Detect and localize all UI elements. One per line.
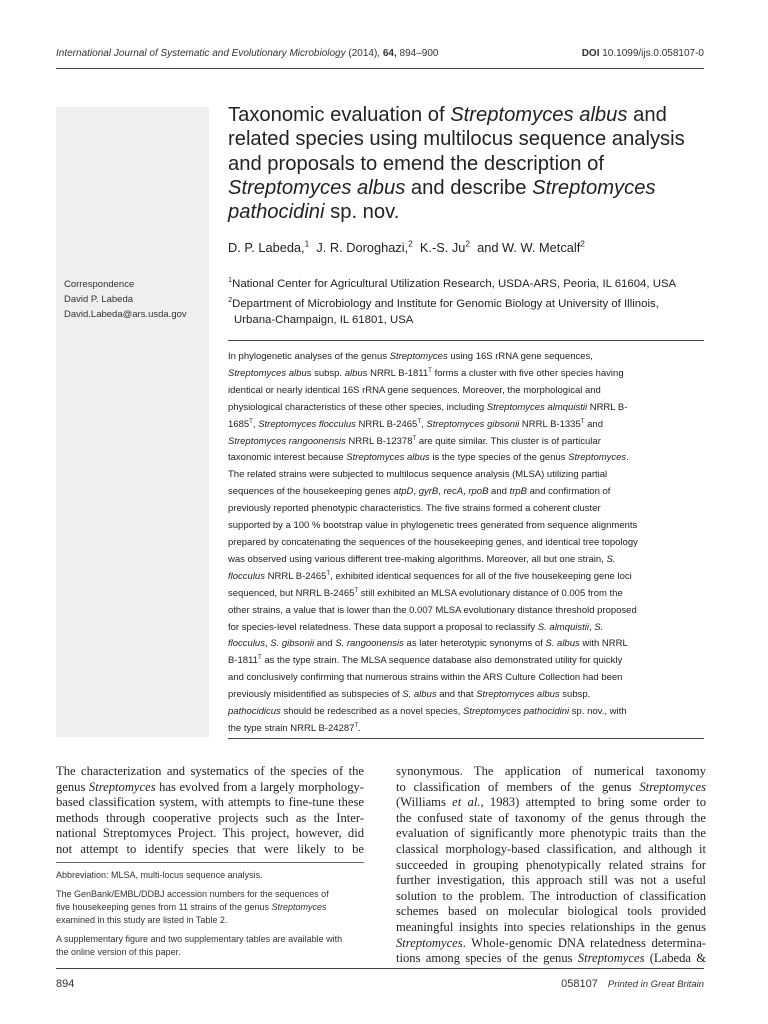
title-text: sp. nov.: [324, 201, 400, 224]
body-line: evaluation of significantly more phenotypic traits than the: [396, 826, 706, 841]
abstract-line: sequenced, but NRRL $B-2465^T$ still exhibited an MLSA evolutionary distance of 0.005 from the: [228, 586, 623, 599]
abstract-line: The related strains were subjected to multilocus sequence analysis (MLSA) utilizing partial: [228, 469, 608, 481]
abstract-line: In phylogenetic analyses of the genus Streptomyces using 16S rRNA gene sequences,: [228, 351, 593, 362]
abstract-line: Streptomyces rangoonensis NRRL $B-12378^T$ are quite similar. This cluster is of particular: [228, 434, 601, 447]
journal-year: (2014),: [348, 48, 381, 59]
abstract-line: physiological characteristics of these other species, including Streptomyces almquistii NRRL B-: [228, 401, 628, 413]
body-line: succeeded in grouping phenotypically related strains for: [396, 857, 706, 872]
body-line: genus Streptomyces has evolved from a largely morphology-: [56, 779, 364, 794]
footnote-abbreviation: Abbreviation: MLSA, multi-locus sequence analysis.: [56, 870, 263, 880]
author-affil-mark: 2: [580, 238, 585, 249]
title-taxon: Streptomyces albus: [228, 176, 406, 199]
body-line: schemes based on molecular biological tools provided: [396, 904, 706, 919]
abstract-line: prepared by concatenating the sequences of the housekeeping genes, and identical tree topology: [228, 536, 638, 548]
title-taxon: Streptomyces pathocidini: [228, 176, 656, 224]
correspondence-block: [64, 277, 209, 322]
abstract-line: for species-level relatedness. These data support a proposal to reclassify S. almquistii, S.: [228, 621, 604, 633]
abstract-line: Streptomyces albus subsp. albus NRRL $B-1811^T$ forms a cluster with five other species having: [228, 366, 624, 379]
footer-info: [561, 978, 704, 990]
abstract-line: previously misidentified as subspecies of S. albus and that Streptomyces albus subsp.: [228, 689, 591, 701]
abstract-line: and conclusively confirming that numerous strains within the ARS Culture Collection had been: [228, 672, 623, 684]
author-list: [228, 240, 585, 255]
abstract-line: other strains, a value that is lower than the 0.007 MLSA evolutionary distance threshold proposed: [228, 604, 637, 616]
author: and W. W. Metcalf: [477, 240, 581, 255]
body-line: the confused state of taxonomy of the genus through the: [396, 810, 706, 825]
header-divider: [56, 68, 704, 69]
affil-text: National Center for Agricultural Utilization Research, USDA-ARS, Peoria, IL 61604, USA: [232, 278, 677, 290]
footnote-rule: [56, 862, 364, 863]
affil-line: [228, 296, 708, 312]
abstract: [228, 349, 706, 738]
abstract-line: $B-1811^T$ as the type strain. The MLSA sequence database also demonstrated utility for quickly: [228, 654, 623, 667]
author-affil-mark: 1: [304, 238, 310, 249]
correspondence-name: David P. Labeda: [64, 294, 134, 305]
title-text: and describe: [405, 176, 533, 199]
footnote-supplementary: A supplementary figure and two supplementary tables are available with the online version of this paper.: [56, 934, 343, 957]
body-line: methods through cooperative projects such as the Inter-: [56, 810, 364, 825]
body-column-left: [56, 764, 364, 858]
body-line: Streptomyces. Whole-genomic DNA relatedness determina-: [396, 935, 706, 950]
abstract-line: previously reported phenotypic characteristics. The five strains formed a coherent cluster: [228, 503, 601, 515]
journal-citation: [56, 48, 438, 59]
body-line: meaningful insights into species relationships in the genus: [396, 919, 706, 934]
affil-mark: 1: [228, 275, 233, 285]
footnote-accession: The GenBank/EMBL/DDBJ accession numbers for the sequences of five housekeeping genes from 11 strains of the genus Streptomyces examined in this study are listed in Table 2.: [56, 889, 329, 925]
article-title: [228, 103, 718, 224]
correspondence-label: Correspondence: [64, 279, 135, 290]
affil-mark: 2: [228, 295, 233, 305]
body-line: not attempt to identify species that were likely to be: [56, 841, 364, 856]
abstract-bottom-rule: [228, 738, 704, 739]
footnotes: [56, 869, 366, 965]
author-affil-mark: 2: [408, 238, 413, 249]
body-line: (Williams et al., 1983) attempted to bring some order to: [396, 795, 706, 810]
printed-note: Printed in Great Britain: [607, 979, 704, 990]
title-text: Taxonomic evaluation of: [228, 104, 451, 126]
affiliation-2: [228, 296, 708, 328]
abstract-line: pathocidicus should be redescribed as a novel species, Streptomyces pathocidini sp. nov., with: [228, 706, 627, 718]
journal-pages: 894–900: [399, 48, 439, 59]
journal-name: International Journal of Systematic and Evolutionary Microbiology: [56, 48, 346, 59]
author: D. P. Labeda,: [228, 240, 305, 255]
body-line: solution to the problem. The introduction of classification: [396, 888, 706, 903]
body-line: synonymous. The application of numerical taxonomy: [396, 764, 706, 778]
page-number: 894: [56, 978, 75, 990]
author: K.-S. Ju: [419, 240, 466, 255]
title-text: and related species using multilocus sequence analysis and proposals to emend the description of: [228, 104, 685, 175]
journal-volume: 64,: [382, 48, 397, 59]
title-taxon: Streptomyces albus: [450, 104, 628, 126]
affil-text: Department of Microbiology and Institute for Genomic Biology at University of Illinois,: [232, 298, 659, 310]
footer-divider: [56, 968, 704, 969]
abstract-line: identical or nearly identical 16S rRNA gene sequences. Moreover, the morphological and: [228, 384, 601, 396]
author: J. R. Doroghazi,: [316, 240, 409, 255]
abstract-line: the type strain NRRL $B-24287^T$.: [228, 721, 361, 734]
article-code: 058107: [561, 978, 598, 990]
correspondence-email[interactable]: David.Labeda@ars.usda.gov: [64, 309, 187, 320]
sidebar-panel: [56, 107, 209, 737]
abstract-line: flocculus NRRL $B-2465^T$, exhibited identical sequences for all of the five housekeeping gene loci: [228, 569, 632, 582]
abstract-line: supported by a 100 % bootstrap value in phylogenetic trees generated from sequence alignments: [228, 520, 638, 532]
abstract-line: sequences of the housekeeping genes atpD, gyrB, recA, rpoB and trpB and confirmation of: [228, 486, 611, 498]
doi[interactable]: [582, 48, 704, 59]
abstract-line: taxonomic interest because Streptomyces albus is the type species of the genus Streptomyces.: [228, 452, 629, 464]
affiliation-1: [228, 276, 708, 292]
abstract-top-rule: [228, 340, 704, 341]
abstract-line: was observed using various different tree-making algorithms. Moreover, all but one strain, S.: [228, 553, 616, 565]
body-line: further investigation, this approach still was not a useful: [396, 873, 706, 888]
author-affil-mark: 2: [465, 238, 470, 249]
body-line: based classification system, with attempts to fine-tune these: [56, 795, 364, 810]
body-line: tions among species of the genus Streptomyces (Labeda &: [396, 951, 706, 966]
body-line: national Streptomyces Project. This project, however, did: [56, 826, 364, 841]
doi-label: DOI: [581, 48, 600, 59]
body-column-right: [396, 764, 706, 967]
abstract-line: flocculus, S. gibsonii and S. rangoonensis as later heterotypic synonyms of S. albus with NRRL: [228, 638, 628, 650]
body-line: classical morphology-based classification, and although it: [396, 841, 706, 856]
body-line: to classification of members of the genus Streptomyces: [396, 779, 706, 794]
abstract-line: $1685^T$, Streptomyces flocculus NRRL $B-2465^T$, Streptomyces gibsonii NRRL $B-1335^T$ and: [228, 417, 603, 430]
body-line: The characterization and systematics of the species of the: [56, 764, 364, 778]
doi-value: 10.1099/ijs.0.058107-0: [602, 48, 704, 59]
affil-line: Urbana-Champaign, IL 61801, USA: [234, 314, 414, 326]
